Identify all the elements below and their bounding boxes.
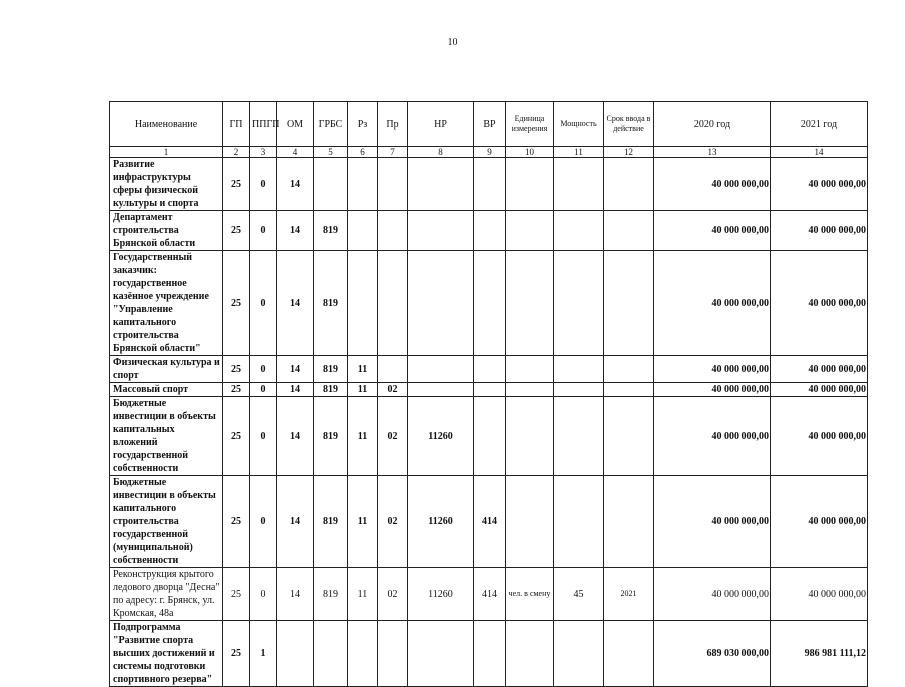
table-cell <box>604 211 654 251</box>
header-cell: Наименование <box>110 102 223 147</box>
table-cell: 02 <box>378 476 408 568</box>
header-cell: ОМ <box>277 102 314 147</box>
table-cell: 11 <box>348 356 378 383</box>
table-cell: 45 <box>554 568 604 621</box>
table-row <box>110 251 868 356</box>
column-number: 11 <box>554 147 604 158</box>
header-cell: ГРБС <box>314 102 348 147</box>
table-cell: 819 <box>314 356 348 383</box>
table-row <box>110 476 868 568</box>
table-cell: 14 <box>277 383 314 397</box>
header-cell: Единица измерения <box>506 102 554 147</box>
table-cell: 14 <box>277 397 314 476</box>
table-cell <box>554 251 604 356</box>
table-cell: 14 <box>277 568 314 621</box>
table-cell: 25 <box>223 211 250 251</box>
amount-cell: 40 000 000,00 <box>771 211 868 251</box>
table-row <box>110 158 868 211</box>
table-cell: 25 <box>223 251 250 356</box>
table-cell <box>604 158 654 211</box>
table-cell <box>506 621 554 687</box>
amount-cell: 40 000 000,00 <box>654 251 771 356</box>
table-cell: 0 <box>250 568 277 621</box>
table-cell: чел. в смену <box>506 568 554 621</box>
column-number: 6 <box>348 147 378 158</box>
table-cell <box>604 251 654 356</box>
table-cell: 819 <box>314 476 348 568</box>
table-cell: 819 <box>314 251 348 356</box>
amount-cell: 40 000 000,00 <box>654 397 771 476</box>
budget-table <box>109 101 868 687</box>
table-cell <box>408 251 474 356</box>
page-number: 10 <box>447 37 458 48</box>
column-number: 4 <box>277 147 314 158</box>
table-cell <box>348 621 378 687</box>
amount-cell: 40 000 000,00 <box>771 568 868 621</box>
table-cell: 0 <box>250 476 277 568</box>
amount-cell: 40 000 000,00 <box>654 568 771 621</box>
amount-cell: 40 000 000,00 <box>654 383 771 397</box>
table-cell <box>474 621 506 687</box>
table-cell <box>604 383 654 397</box>
table-cell: 0 <box>250 397 277 476</box>
row-name: Развитие инфраструктуры сферы физической культуры и спорта <box>110 158 223 211</box>
table-cell <box>408 621 474 687</box>
column-number: 10 <box>506 147 554 158</box>
table-row <box>110 397 868 476</box>
table-cell: 11260 <box>408 568 474 621</box>
table-cell <box>408 383 474 397</box>
row-name: Массовый спорт <box>110 383 223 397</box>
column-number: 13 <box>654 147 771 158</box>
header-cell: НР <box>408 102 474 147</box>
table-cell: 819 <box>314 397 348 476</box>
table-cell <box>506 158 554 211</box>
row-name: Департамент строительства Брянской области <box>110 211 223 251</box>
table-cell <box>378 251 408 356</box>
table-cell <box>408 356 474 383</box>
table-cell: 819 <box>314 211 348 251</box>
amount-cell: 40 000 000,00 <box>771 383 868 397</box>
column-number: 8 <box>408 147 474 158</box>
table-cell: 02 <box>378 397 408 476</box>
column-number: 12 <box>604 147 654 158</box>
header-cell: Мощность <box>554 102 604 147</box>
table-cell: 2021 <box>604 568 654 621</box>
column-number: 3 <box>250 147 277 158</box>
table-cell: 14 <box>277 251 314 356</box>
table-cell <box>554 211 604 251</box>
table-cell: 1 <box>250 621 277 687</box>
table-cell: 25 <box>223 476 250 568</box>
table-cell: 11 <box>348 383 378 397</box>
table-cell: 0 <box>250 356 277 383</box>
amount-cell: 40 000 000,00 <box>771 476 868 568</box>
header-row <box>110 102 868 147</box>
amount-cell: 40 000 000,00 <box>771 251 868 356</box>
table-cell <box>474 356 506 383</box>
table-row <box>110 211 868 251</box>
table-cell: 819 <box>314 383 348 397</box>
table-cell: 11 <box>348 397 378 476</box>
table-row <box>110 383 868 397</box>
column-number: 2 <box>223 147 250 158</box>
column-number: 5 <box>314 147 348 158</box>
header-cell: ППГП <box>250 102 277 147</box>
table-cell: 02 <box>378 383 408 397</box>
table-cell <box>408 211 474 251</box>
table-cell: 414 <box>474 476 506 568</box>
header-cell: Пр <box>378 102 408 147</box>
table-cell <box>348 158 378 211</box>
table-cell: 0 <box>250 211 277 251</box>
row-name: Реконструкция крытого ледового дворца "Десна" по адресу: г. Брянск, ул. Кромская, 48а <box>110 568 223 621</box>
amount-cell: 40 000 000,00 <box>771 397 868 476</box>
table-cell: 25 <box>223 568 250 621</box>
table-row <box>110 568 868 621</box>
table-cell: 11260 <box>408 397 474 476</box>
table-cell: 14 <box>277 158 314 211</box>
table-cell: 0 <box>250 251 277 356</box>
column-number: 1 <box>110 147 223 158</box>
amount-cell: 40 000 000,00 <box>654 356 771 383</box>
row-name: Государственный заказчик: государственное казённое учреждение "Управление капитального строительства Брянской области" <box>110 251 223 356</box>
table-cell: 14 <box>277 211 314 251</box>
table-cell: 02 <box>378 568 408 621</box>
table-cell <box>554 383 604 397</box>
table-cell <box>604 621 654 687</box>
table-cell: 414 <box>474 568 506 621</box>
row-name: Подпрограмма "Развитие спорта высших достижений и системы подготовки спортивного резерва" <box>110 621 223 687</box>
amount-cell: 40 000 000,00 <box>771 158 868 211</box>
table-cell <box>554 356 604 383</box>
table-cell <box>506 397 554 476</box>
table-cell <box>554 476 604 568</box>
table-cell <box>506 383 554 397</box>
table-cell <box>277 621 314 687</box>
table-cell <box>378 211 408 251</box>
table-cell <box>604 397 654 476</box>
table-cell: 25 <box>223 621 250 687</box>
column-number: 7 <box>378 147 408 158</box>
row-name: Бюджетные инвестиции в объекты капитальных вложений государственной собственности <box>110 397 223 476</box>
table-cell <box>474 383 506 397</box>
table-cell: 11260 <box>408 476 474 568</box>
table-cell: 11 <box>348 476 378 568</box>
amount-cell: 40 000 000,00 <box>771 356 868 383</box>
table-cell <box>554 158 604 211</box>
column-number: 14 <box>771 147 868 158</box>
table-cell <box>474 211 506 251</box>
table-cell: 25 <box>223 397 250 476</box>
amount-cell: 40 000 000,00 <box>654 476 771 568</box>
table-cell <box>506 211 554 251</box>
table-cell <box>474 158 506 211</box>
table-cell <box>474 251 506 356</box>
amount-cell: 986 981 111,12 <box>771 621 868 687</box>
amount-cell: 40 000 000,00 <box>654 211 771 251</box>
column-number: 9 <box>474 147 506 158</box>
table-row <box>110 356 868 383</box>
table-cell <box>348 211 378 251</box>
header-cell: Срок ввода в действие <box>604 102 654 147</box>
table-cell <box>348 251 378 356</box>
table-cell <box>408 158 474 211</box>
table-cell <box>604 356 654 383</box>
table-cell: 0 <box>250 383 277 397</box>
table-cell <box>314 621 348 687</box>
header-cell: ВР <box>474 102 506 147</box>
table-cell <box>378 621 408 687</box>
table-cell <box>474 397 506 476</box>
table-cell <box>554 397 604 476</box>
table-cell: 819 <box>314 568 348 621</box>
column-number-row <box>110 147 868 158</box>
table-cell: 25 <box>223 158 250 211</box>
table-cell <box>314 158 348 211</box>
table-cell <box>506 356 554 383</box>
row-name: Физическая культура и спорт <box>110 356 223 383</box>
header-cell: Рз <box>348 102 378 147</box>
table-cell <box>604 476 654 568</box>
header-cell: 2021 год <box>771 102 868 147</box>
header-cell: ГП <box>223 102 250 147</box>
table-cell <box>378 356 408 383</box>
table-cell: 14 <box>277 356 314 383</box>
table-cell <box>554 621 604 687</box>
table-cell: 11 <box>348 568 378 621</box>
row-name: Бюджетные инвестиции в объекты капитального строительства государственной (муниципальной) собственности <box>110 476 223 568</box>
table-cell: 25 <box>223 383 250 397</box>
table-cell <box>378 158 408 211</box>
table-cell: 25 <box>223 356 250 383</box>
table-cell <box>506 476 554 568</box>
table-row <box>110 621 868 687</box>
amount-cell: 40 000 000,00 <box>654 158 771 211</box>
header-cell: 2020 год <box>654 102 771 147</box>
table-cell <box>506 251 554 356</box>
amount-cell: 689 030 000,00 <box>654 621 771 687</box>
table-cell: 14 <box>277 476 314 568</box>
table-cell: 0 <box>250 158 277 211</box>
